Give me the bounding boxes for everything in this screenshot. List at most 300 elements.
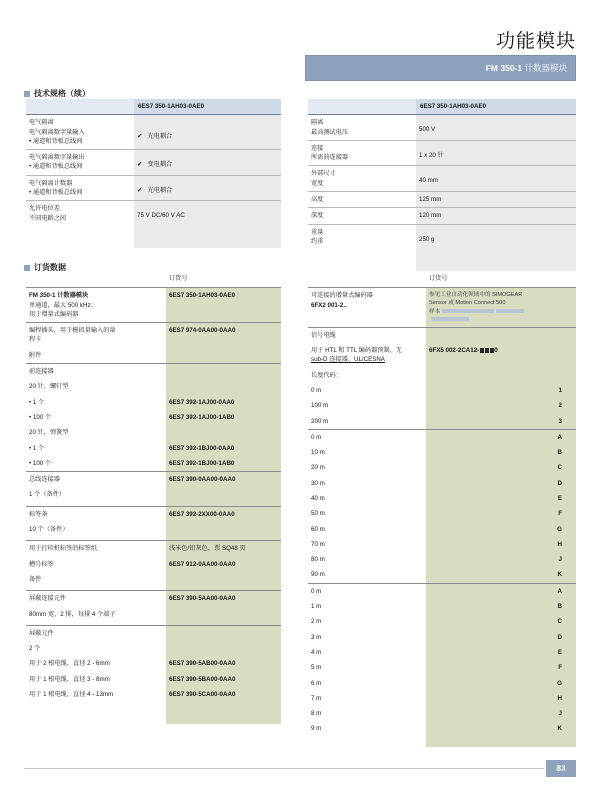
- row-label-line: [311, 346, 422, 355]
- page-number-badge: 83: [546, 760, 576, 777]
- length-value-spacer: [426, 552, 501, 567]
- row-label-line: 电气隔离: [29, 119, 54, 127]
- length-label: 10 m: [311, 449, 325, 457]
- length-code: F: [501, 506, 576, 521]
- length-code-row: [308, 445, 576, 460]
- table-row: [26, 175, 281, 201]
- length-code: J: [501, 552, 576, 567]
- row-label: 备件: [29, 575, 42, 583]
- row-label-line: 可连接的增量式编码器: [311, 292, 373, 300]
- row-order-number: [166, 572, 281, 591]
- table-row: [26, 115, 281, 150]
- row-label: 用于 2 根电缆，直径 2 - 6mm: [29, 660, 110, 668]
- length-code-row: [308, 414, 576, 430]
- length-code-row: [308, 599, 576, 614]
- row-order-number: 6ES7 390-5BA00-0AA0: [166, 672, 281, 687]
- length-code: K: [501, 721, 576, 736]
- length-value-spacer: [426, 506, 501, 521]
- table-row: [26, 625, 281, 641]
- length-label: 9 m: [311, 725, 322, 733]
- product-model: FM 350-1: [485, 63, 523, 73]
- table-row-spacer: [26, 226, 281, 248]
- length-code: 3: [501, 414, 576, 430]
- length-code: G: [501, 676, 576, 691]
- spacer-value: [166, 702, 281, 724]
- length-value-spacer: [426, 460, 501, 475]
- header-cell-order-number: 订货号: [429, 275, 448, 282]
- spacer-code: [501, 737, 576, 747]
- row-order-number: 6ES7 912-0AA00-0AA0: [166, 557, 281, 572]
- table-header-row: [26, 271, 281, 288]
- table-row: [26, 557, 281, 572]
- length-value-spacer: [426, 429, 501, 445]
- spacer-value: [134, 226, 281, 248]
- order-number-suffix: 0: [494, 347, 498, 355]
- table-header-row: [308, 99, 576, 115]
- row-value: [416, 224, 576, 249]
- row-order-number: [166, 487, 281, 506]
- length-code-row: [308, 522, 576, 537]
- tech-data-table-right: [308, 99, 576, 271]
- checkmark-icon: ✔: [137, 161, 143, 169]
- row-label: 屏蔽元件: [26, 625, 166, 641]
- table-row: [26, 441, 281, 456]
- row-order-number: 6ES7 390-5AA00-0AA0: [166, 591, 281, 607]
- length-code: 2: [501, 398, 576, 413]
- row-order-number: 浅米色/铝灰色，票 SQ48 页: [166, 541, 281, 557]
- length-value-spacer: [426, 398, 501, 413]
- row-label-line: • 通道和背板总线间: [29, 189, 83, 197]
- table-row-signal-cable-desc: [308, 343, 576, 368]
- length-label: 70 m: [311, 540, 325, 548]
- row-label: [26, 323, 166, 348]
- row-label-line: 隔离: [311, 119, 324, 127]
- row-value-text: 120 mm: [419, 212, 442, 220]
- row-label-line: • 通道和背板总线间: [29, 137, 83, 145]
- row-order-number: [166, 641, 281, 656]
- length-code: B: [501, 599, 576, 614]
- length-label: 80 m: [311, 556, 325, 564]
- length-label: 5 m: [311, 664, 322, 672]
- length-code-row: [308, 706, 576, 721]
- table-row: [26, 395, 281, 410]
- length-value-spacer: [426, 476, 501, 491]
- length-label: 100 m: [311, 402, 329, 410]
- table-row: [26, 687, 281, 702]
- section-marker-icon: [24, 265, 30, 271]
- placeholder-box-icon: [480, 348, 484, 353]
- length-code: A: [501, 429, 576, 445]
- row-label: [26, 175, 134, 201]
- length-code: J: [501, 706, 576, 721]
- spacer-label: [308, 249, 416, 271]
- table-row-spacer: [308, 737, 576, 747]
- table-row: [308, 166, 576, 192]
- header-cell-blank: [26, 99, 134, 115]
- length-code: H: [501, 537, 576, 552]
- table-row: [26, 425, 281, 440]
- header-cell-ordering-data: [26, 271, 166, 288]
- row-label: 20 针，弹簧型: [29, 429, 69, 437]
- header-cell-order-number: 6ES7 350-1AH03-0AE0: [416, 99, 576, 115]
- row-label: [308, 166, 416, 192]
- row-label: • 1 个: [29, 444, 45, 452]
- length-label: 60 m: [311, 525, 325, 533]
- table-row: [26, 522, 281, 541]
- order-number-prefix: 6FX5 002-2CA12-: [429, 347, 480, 355]
- row-order-number: [166, 625, 281, 641]
- table-row-spacer: [26, 702, 281, 724]
- row-label-line: 6FX2 001-2..: [311, 301, 347, 309]
- row-label-line: 用于增量式编码器: [29, 310, 79, 318]
- row-order-number: [166, 364, 281, 380]
- row-label-line: 程卡: [29, 336, 42, 344]
- length-value-spacer: [426, 414, 501, 430]
- length-code-row: [308, 537, 576, 552]
- length-label: 6 m: [311, 679, 322, 687]
- length-value-spacer: [426, 567, 501, 583]
- spacer-label: [26, 226, 134, 248]
- row-label-line: 宽度: [311, 179, 324, 187]
- table-row: [26, 541, 281, 557]
- row-label-line: 深度: [311, 212, 324, 220]
- table-row: [26, 348, 281, 364]
- row-order-number: 6ES7 392-1BJ00-1AB0: [166, 456, 281, 472]
- length-value-spacer: [426, 583, 501, 599]
- row-order-number: 6ES7 390-5AB00-0AA0: [166, 656, 281, 671]
- row-label: [26, 115, 134, 150]
- table-row: [26, 472, 281, 488]
- length-code: E: [501, 491, 576, 506]
- length-value-spacer: [426, 645, 501, 660]
- length-code-row: [308, 460, 576, 475]
- row-label-line: 电气隔离数字量输入: [29, 128, 85, 136]
- row-label: • 1 个: [29, 398, 45, 406]
- row-label: [308, 208, 416, 224]
- length-code-row: [308, 398, 576, 413]
- row-label-line: 电气隔离计数器: [29, 179, 73, 187]
- row-label: [308, 192, 416, 208]
- row-order-number: [166, 607, 281, 626]
- row-value: [416, 166, 576, 192]
- table-row: [26, 672, 281, 687]
- length-value-spacer: [426, 599, 501, 614]
- row-value: [134, 150, 281, 176]
- length-value-spacer: [426, 614, 501, 629]
- row-label: 信号电缆: [308, 327, 426, 343]
- row-label: 前连接器: [26, 364, 166, 380]
- row-label-line: 约重: [311, 237, 324, 245]
- row-order-number: 6ES7 390-0AA00-0AA0: [166, 472, 281, 488]
- row-label-line: 编程插头，用于模拟量输入的量: [29, 327, 116, 335]
- row-label: 10 个（备件）: [29, 526, 69, 534]
- row-label: [308, 343, 426, 368]
- row-order-number: 6ES7 392-1AJ00-1AB0: [166, 410, 281, 425]
- tech-data-table-left: [26, 99, 281, 248]
- note-line: 参见工业自动化领域中的 SIMOGEAR: [429, 292, 523, 299]
- row-label: [308, 224, 416, 249]
- length-label: 3 m: [311, 633, 322, 641]
- header-cell-order-number: 6ES7 350-1AH03-0AE0: [134, 99, 281, 115]
- row-value-text: 光电耦合: [147, 133, 173, 141]
- row-label: • 100 个: [29, 413, 52, 421]
- length-code-row: [308, 429, 576, 445]
- table-row: [308, 115, 576, 141]
- length-code-row: [308, 614, 576, 629]
- row-value-text: 500 V: [419, 126, 436, 134]
- product-description: 计数器模块: [524, 63, 567, 73]
- row-value: [416, 140, 576, 166]
- table-row: [26, 487, 281, 506]
- row-label-line: 高度: [311, 196, 324, 204]
- desc-text: 用于 HTL 和 TTL 编码器预制、无: [311, 347, 402, 355]
- row-value: [416, 192, 576, 208]
- length-code: E: [501, 645, 576, 660]
- table-row: [26, 201, 281, 226]
- length-label: 200 m: [311, 417, 329, 425]
- table-row: [26, 456, 281, 472]
- row-value: [426, 368, 576, 383]
- row-order-number: 6ES7 392-2XX00-0AA0: [166, 506, 281, 522]
- footer-divider: [24, 768, 544, 769]
- table-row: [26, 506, 281, 522]
- table-row: [26, 591, 281, 607]
- row-label-line: 所需前连接器: [311, 154, 349, 162]
- row-label: 1 个（备件）: [29, 491, 66, 499]
- row-value: [416, 115, 576, 141]
- length-value-spacer: [426, 445, 501, 460]
- row-value: [134, 115, 281, 150]
- length-code-row: [308, 583, 576, 599]
- row-label: 槽号标签: [29, 560, 54, 568]
- note-line: Sensor 或 Motion Connect 500: [429, 300, 506, 307]
- row-label: 2 个: [29, 645, 41, 653]
- row-label-line: 外部尺寸: [311, 170, 336, 178]
- length-code-row: [308, 476, 576, 491]
- length-code: G: [501, 522, 576, 537]
- row-value: [416, 208, 576, 224]
- row-label: [308, 288, 426, 327]
- length-code-row: [308, 645, 576, 660]
- row-label: 用于 1 根电缆，直径 4 - 13mm: [29, 691, 114, 699]
- header-cell-blank: [308, 271, 426, 288]
- row-label: 标签条: [26, 506, 166, 522]
- row-label: 用于打印机标签的标签纸: [26, 541, 166, 557]
- row-label-line: FM 350-1 计数器模块: [29, 292, 89, 300]
- length-code: H: [501, 691, 576, 706]
- length-label: 20 m: [311, 464, 325, 472]
- spacer-value: [416, 249, 576, 271]
- row-order-number: [426, 343, 576, 368]
- length-code: B: [501, 445, 576, 460]
- ordering-table-right: [308, 271, 576, 747]
- length-code-row: [308, 630, 576, 645]
- header-cell-blank: [308, 99, 416, 115]
- ordering-table-left: [26, 271, 281, 724]
- table-row: [26, 150, 281, 176]
- row-label-line: 单通道，最大 500 kHz；: [29, 301, 97, 309]
- table-row: [26, 323, 281, 348]
- row-value-text: 40 mm: [419, 177, 438, 185]
- section-heading-tech-data: [24, 88, 90, 99]
- row-order-number: [166, 348, 281, 364]
- product-subtitle-bar: [305, 55, 576, 81]
- desc-text: sub-D 连接器、UL/CESNA: [311, 356, 385, 364]
- row-label-line: • 通道和背板总线间: [29, 163, 83, 171]
- row-order-number: 6ES7 392-1BJ00-0AA0: [166, 441, 281, 456]
- length-label: 8 m: [311, 710, 322, 718]
- section-heading-label: 技术规格（续）: [34, 89, 90, 98]
- length-label: 90 m: [311, 571, 325, 579]
- row-label: 用于 1 根电缆，直径 3 - 8mm: [29, 675, 110, 683]
- table-row: [308, 208, 576, 224]
- length-code-row: [308, 552, 576, 567]
- length-value-spacer: [426, 706, 501, 721]
- table-row: [26, 572, 281, 591]
- row-label-line: 最高测试电压: [311, 128, 349, 136]
- length-label: 50 m: [311, 510, 325, 518]
- header-cell-order-number: 订货号: [169, 275, 188, 282]
- row-value-text: 变电耦合: [147, 161, 173, 169]
- spacer-value: [426, 737, 501, 747]
- row-label-line: [311, 355, 422, 364]
- note-line: 样本: [429, 308, 441, 315]
- table-row: [26, 364, 281, 380]
- redacted-link-bar: [442, 309, 494, 313]
- length-code: F: [501, 660, 576, 675]
- table-row-signal-cable-title: [308, 327, 576, 343]
- length-code: D: [501, 476, 576, 491]
- length-code-row: [308, 506, 576, 521]
- length-label: 40 m: [311, 495, 325, 502]
- row-label-line: 不同电路之间: [29, 214, 67, 222]
- row-label: • 100 个: [29, 459, 52, 467]
- length-code-row: [308, 660, 576, 675]
- row-value: [426, 327, 576, 343]
- length-value-spacer: [426, 630, 501, 645]
- length-code-row: [308, 491, 576, 506]
- row-value-text: 250 g: [419, 235, 435, 243]
- row-order-number: 6ES7 350-1AH03-0AE0: [166, 288, 281, 323]
- row-label: [26, 201, 134, 226]
- table-row: [26, 379, 281, 394]
- row-label-line: 电气隔离数字量输出: [29, 154, 85, 162]
- length-value-spacer: [426, 691, 501, 706]
- row-order-number: [166, 522, 281, 541]
- length-label: 0 m: [311, 386, 322, 394]
- length-code: K: [501, 567, 576, 583]
- length-label: 2 m: [311, 618, 322, 626]
- product-subtitle: [486, 62, 567, 74]
- length-code-row: [308, 383, 576, 398]
- length-code: C: [501, 614, 576, 629]
- table-row-spacer: [308, 249, 576, 271]
- row-label: 20 针，螺钉型: [29, 383, 69, 391]
- row-label-line: 重量: [311, 228, 324, 236]
- row-label-line: 连接: [311, 144, 324, 152]
- length-code-row: [308, 676, 576, 691]
- length-code: A: [501, 583, 576, 599]
- length-code-row: [308, 567, 576, 583]
- length-label: 7 m: [311, 694, 322, 702]
- row-order-number: 6ES7 390-5CA00-0AA0: [166, 687, 281, 702]
- table-row: [26, 641, 281, 656]
- row-label: 长度代码：: [311, 371, 342, 379]
- section-marker-icon: [24, 91, 30, 97]
- length-value-spacer: [426, 660, 501, 675]
- length-code: 1: [501, 383, 576, 398]
- length-code: C: [501, 460, 576, 475]
- length-label: 0 m: [308, 583, 426, 599]
- length-label: 30 m: [311, 479, 325, 487]
- row-value-text: 125 mm: [419, 196, 442, 204]
- spacer-label: [26, 702, 166, 724]
- row-label: 屏蔽连接元件: [26, 591, 166, 607]
- page-title: 功能模块: [495, 31, 576, 52]
- length-code-row: [308, 691, 576, 706]
- section-heading-label: 订货数据: [34, 263, 66, 272]
- table-row: [26, 410, 281, 425]
- row-order-number: 6ES7 974-0AA00-0AA0: [166, 323, 281, 348]
- redacted-link-bar: [496, 309, 524, 313]
- row-order-number: 6ES7 392-1AJ00-0AA0: [166, 395, 281, 410]
- row-order-number: [166, 425, 281, 440]
- table-row: [26, 288, 281, 323]
- table-row: [26, 607, 281, 626]
- row-label: 附件: [29, 351, 42, 359]
- table-row: [308, 224, 576, 249]
- length-label: 0 m: [308, 429, 426, 445]
- row-value: [134, 175, 281, 201]
- length-value-spacer: [426, 676, 501, 691]
- row-label: [26, 150, 134, 176]
- spacer-label: [308, 737, 426, 747]
- encoder-note: [426, 288, 576, 327]
- length-value-spacer: [426, 721, 501, 736]
- placeholder-box-icon: [485, 348, 489, 353]
- row-label-line: 允许电位差: [29, 205, 60, 213]
- table-header-row: [26, 99, 281, 115]
- length-label: 1 m: [311, 603, 322, 611]
- checkmark-icon: ✔: [137, 186, 143, 194]
- row-value-text: 1 x 20 针: [419, 151, 444, 159]
- table-header-row: [308, 271, 576, 288]
- length-value-spacer: [426, 383, 501, 398]
- length-value-spacer: [426, 522, 501, 537]
- table-row: [308, 192, 576, 208]
- checkmark-icon: ✔: [137, 133, 143, 141]
- table-row-length-code-label: [308, 368, 576, 383]
- length-code-row: [308, 721, 576, 736]
- row-order-number: [166, 379, 281, 394]
- row-label: 总线连接器: [26, 472, 166, 488]
- row-label: [308, 115, 416, 141]
- table-row: [26, 656, 281, 671]
- length-code: D: [501, 630, 576, 645]
- length-value-spacer: [426, 491, 501, 506]
- table-row-encoder: [308, 288, 576, 327]
- row-label: [308, 140, 416, 166]
- table-row: [308, 140, 576, 166]
- row-value-text: 光电耦合: [147, 186, 173, 194]
- length-value-spacer: [426, 537, 501, 552]
- row-value-text: 75 V DC/60 V AC: [137, 212, 185, 220]
- redacted-link-bar: [431, 317, 469, 321]
- row-value: [134, 201, 281, 226]
- row-label: [26, 288, 166, 323]
- row-label: 80mm 宽，2 排，每排 4 个端子: [29, 610, 116, 618]
- length-label: 4 m: [311, 648, 322, 656]
